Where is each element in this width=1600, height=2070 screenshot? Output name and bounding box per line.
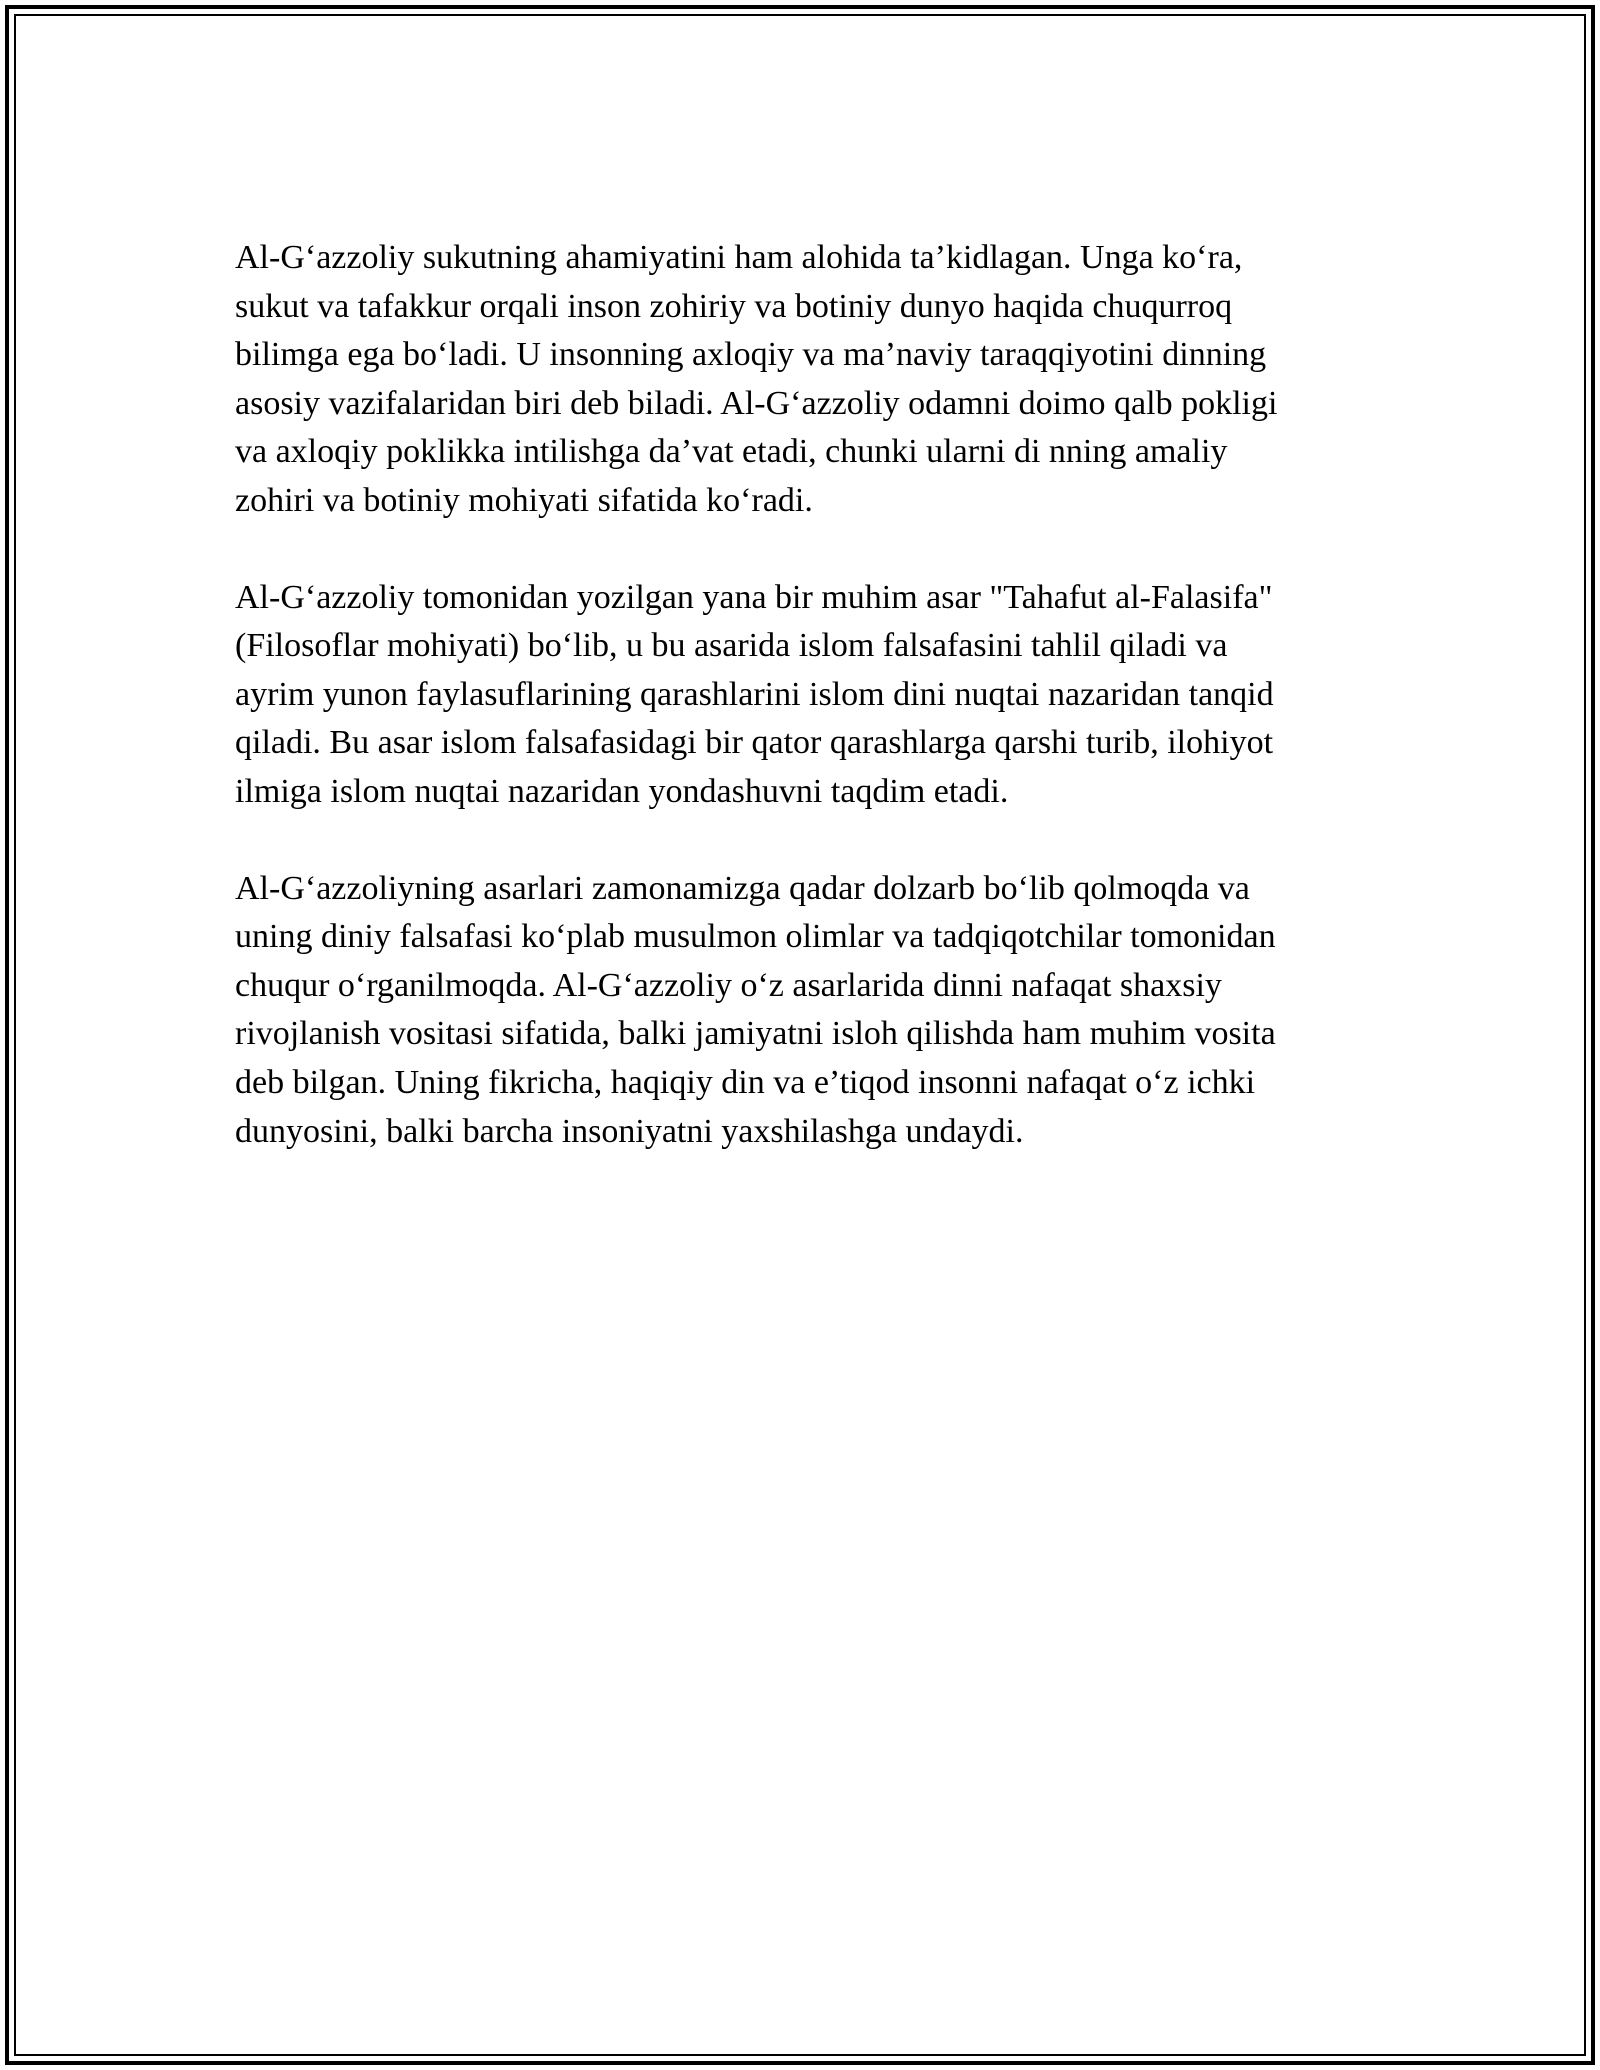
text-line: deb bilgan. Uning fikricha, haqiqiy din va e’tiqod insonni nafaqat o‘z ichki	[235, 1063, 1256, 1101]
text-line: (Filosoflar mohiyati) bo‘lib, u bu asarida islom falsafasini tahlil qiladi va	[235, 627, 1228, 665]
paragraph-1	[235, 234, 1375, 526]
text-line: bilimga ega bo‘ladi. U insonning axloqiy va ma’naviy taraqqiyotini dinning	[235, 336, 1267, 374]
paragraph-3	[235, 865, 1375, 1157]
text-line: asosiy vazifalaridan biri deb biladi. Al-G‘azzoliy odamni doimo qalb pokligi	[235, 384, 1278, 422]
text-line: ayrim yunon faylasuflarining qarashlarini islom dini nuqtai nazaridan tanqid	[235, 675, 1274, 713]
text-line: Al-G‘azzoliyning asarlari zamonamizga qadar dolzarb bo‘lib qolmoqda va	[235, 869, 1250, 907]
text-line: zohiri va botiniy mohiyati sifatida ko‘radi.	[235, 481, 813, 519]
text-line: chuqur o‘rganilmoqda. Al-G‘azzoliy o‘z asarlarida dinni nafaqat shaxsiy	[235, 966, 1222, 1004]
text-line: Al-G‘azzoliy tomonidan yozilgan yana bir muhim asar "Tahafut al-Falasifa"	[235, 578, 1273, 616]
document-body	[235, 234, 1375, 1204]
text-line: va axloqiy poklikka intilishga da’vat etadi, chunki ularni di nning amaliy	[235, 433, 1228, 471]
text-line: sukut va tafakkur orqali inson zohiriy va botiniy dunyo haqida chuqurroq	[235, 287, 1233, 325]
paragraph-2	[235, 574, 1375, 817]
text-line: dunyosini, balki barcha insoniyatni yaxshilashga undaydi.	[235, 1112, 1024, 1150]
text-line: ilmiga islom nuqtai nazaridan yondashuvni taqdim etadi.	[235, 772, 1009, 810]
text-line: uning diniy falsafasi ko‘plab musulmon olimlar va tadqiqotchilar tomonidan	[235, 918, 1276, 956]
text-line: qiladi. Bu asar islom falsafasidagi bir qator qarashlarga qarshi turib, ilohiyot	[235, 724, 1274, 762]
text-line: rivojlanish vositasi sifatida, balki jamiyatni isloh qilishda ham muhim vosita	[235, 1015, 1276, 1053]
text-line: Al-G‘azzoliy sukutning ahamiyatini ham alohida ta’kidlagan. Unga ko‘ra,	[235, 239, 1243, 276]
